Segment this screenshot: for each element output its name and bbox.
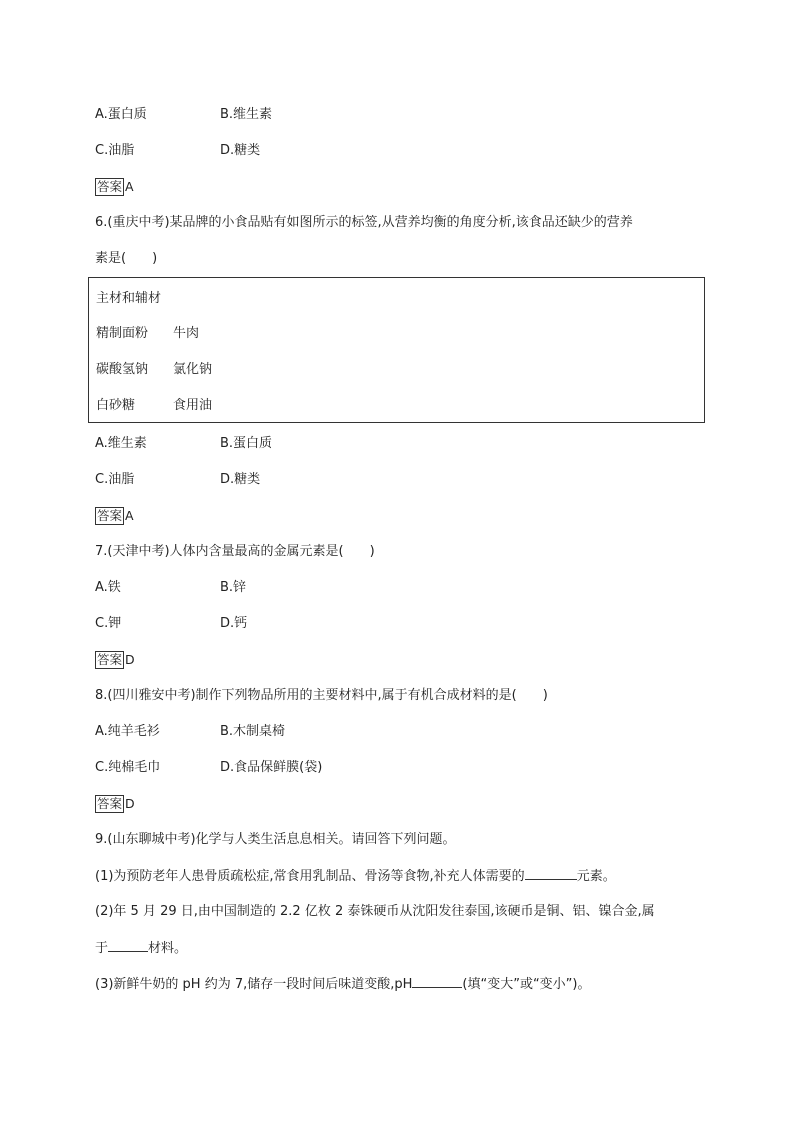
q8-option-b: B.木制桌椅 (220, 724, 286, 739)
answer-tag: 答案 (97, 796, 123, 811)
answer-blank[interactable] (108, 939, 148, 952)
q9-part2-prefix: 于 (95, 941, 109, 956)
answer-tag: 答案 (97, 179, 123, 194)
q7-option-a: A.铁 (95, 580, 121, 595)
ingredient: 食用油 (173, 398, 213, 413)
answer-blank[interactable] (412, 975, 462, 988)
answer-blank[interactable] (525, 867, 577, 880)
ingredient: 白砂糖 (96, 398, 136, 413)
q6-option-b: B.蛋白质 (220, 436, 273, 451)
q7-option-b: B.锌 (220, 580, 247, 595)
food-label-box (88, 277, 705, 423)
ingredient: 牛肉 (173, 326, 200, 341)
answer-tag: 答案 (97, 652, 123, 667)
q8-stem: 8.(四川雅安中考)制作下列物品所用的主要材料中,属于有机合成材料的是( ) (95, 688, 548, 703)
q7-stem: 7.(天津中考)人体内含量最高的金属元素是( ) (95, 544, 375, 559)
q6-option-c: C.油脂 (95, 472, 135, 487)
q5-option-a: A.蛋白质 (95, 107, 147, 122)
q9-part2-line1: (2)年 5 月 29 日,由中国制造的 2.2 亿枚 2 泰铢硬币从沈阳发往泰国,该硬币是铜、铝、镍合金,属 (95, 904, 655, 919)
answer-value: D (125, 796, 135, 811)
q5-option-b: B.维生素 (220, 107, 273, 122)
q9-part1-text: (1)为预防老年人患骨质疏松症,常食用乳制品、骨汤等食物,补充人体需要的 (95, 869, 525, 884)
answer-value: A (125, 508, 134, 523)
ingredient: 碳酸氢钠 (96, 362, 149, 377)
q6-stem-line2: 素是( ) (95, 251, 158, 266)
q6-option-a: A.维生素 (95, 436, 147, 451)
q6-stem-line1: 6.(重庆中考)某品牌的小食品贴有如图所示的标签,从营养均衡的角度分析,该食品还缺少的营养 (95, 215, 633, 230)
q7-answer (95, 651, 135, 669)
q8-option-a: A.纯羊毛衫 (95, 724, 160, 739)
answer-value: D (125, 652, 135, 667)
q8-option-c: C.纯棉毛巾 (95, 760, 161, 775)
q9-part2-line2 (95, 939, 187, 958)
q8-answer (95, 795, 135, 813)
food-label-row (96, 397, 213, 415)
q9-part1 (95, 867, 616, 886)
answer-value: A (125, 179, 134, 194)
q6-answer (95, 507, 134, 525)
q9-stem: 9.(山东聊城中考)化学与人类生活息息相关。请回答下列问题。 (95, 832, 456, 847)
q9-part1-suffix: 元素。 (576, 869, 616, 884)
q5-option-c: C.油脂 (95, 143, 135, 158)
q8-option-d: D.食品保鲜膜(袋) (220, 760, 323, 775)
q7-option-d: D.钙 (220, 616, 248, 631)
q5-answer (95, 178, 134, 196)
ingredient: 精制面粉 (96, 326, 149, 341)
food-label-title: 主材和辅材 (96, 291, 162, 306)
q9-part3 (95, 975, 591, 994)
food-label-row (96, 361, 213, 379)
q7-option-c: C.钾 (95, 616, 122, 631)
food-label-row (96, 325, 200, 343)
ingredient: 氯化钠 (173, 362, 213, 377)
q5-option-d: D.糖类 (220, 143, 261, 158)
q9-part2-suffix: 材料。 (148, 941, 188, 956)
q9-part3-suffix: (填“变大”或“变小”)。 (462, 977, 591, 992)
answer-tag: 答案 (97, 508, 123, 523)
q6-option-d: D.糖类 (220, 472, 261, 487)
q9-part3-text: (3)新鲜牛奶的 pH 约为 7,储存一段时间后味道变酸,pH (95, 977, 413, 992)
